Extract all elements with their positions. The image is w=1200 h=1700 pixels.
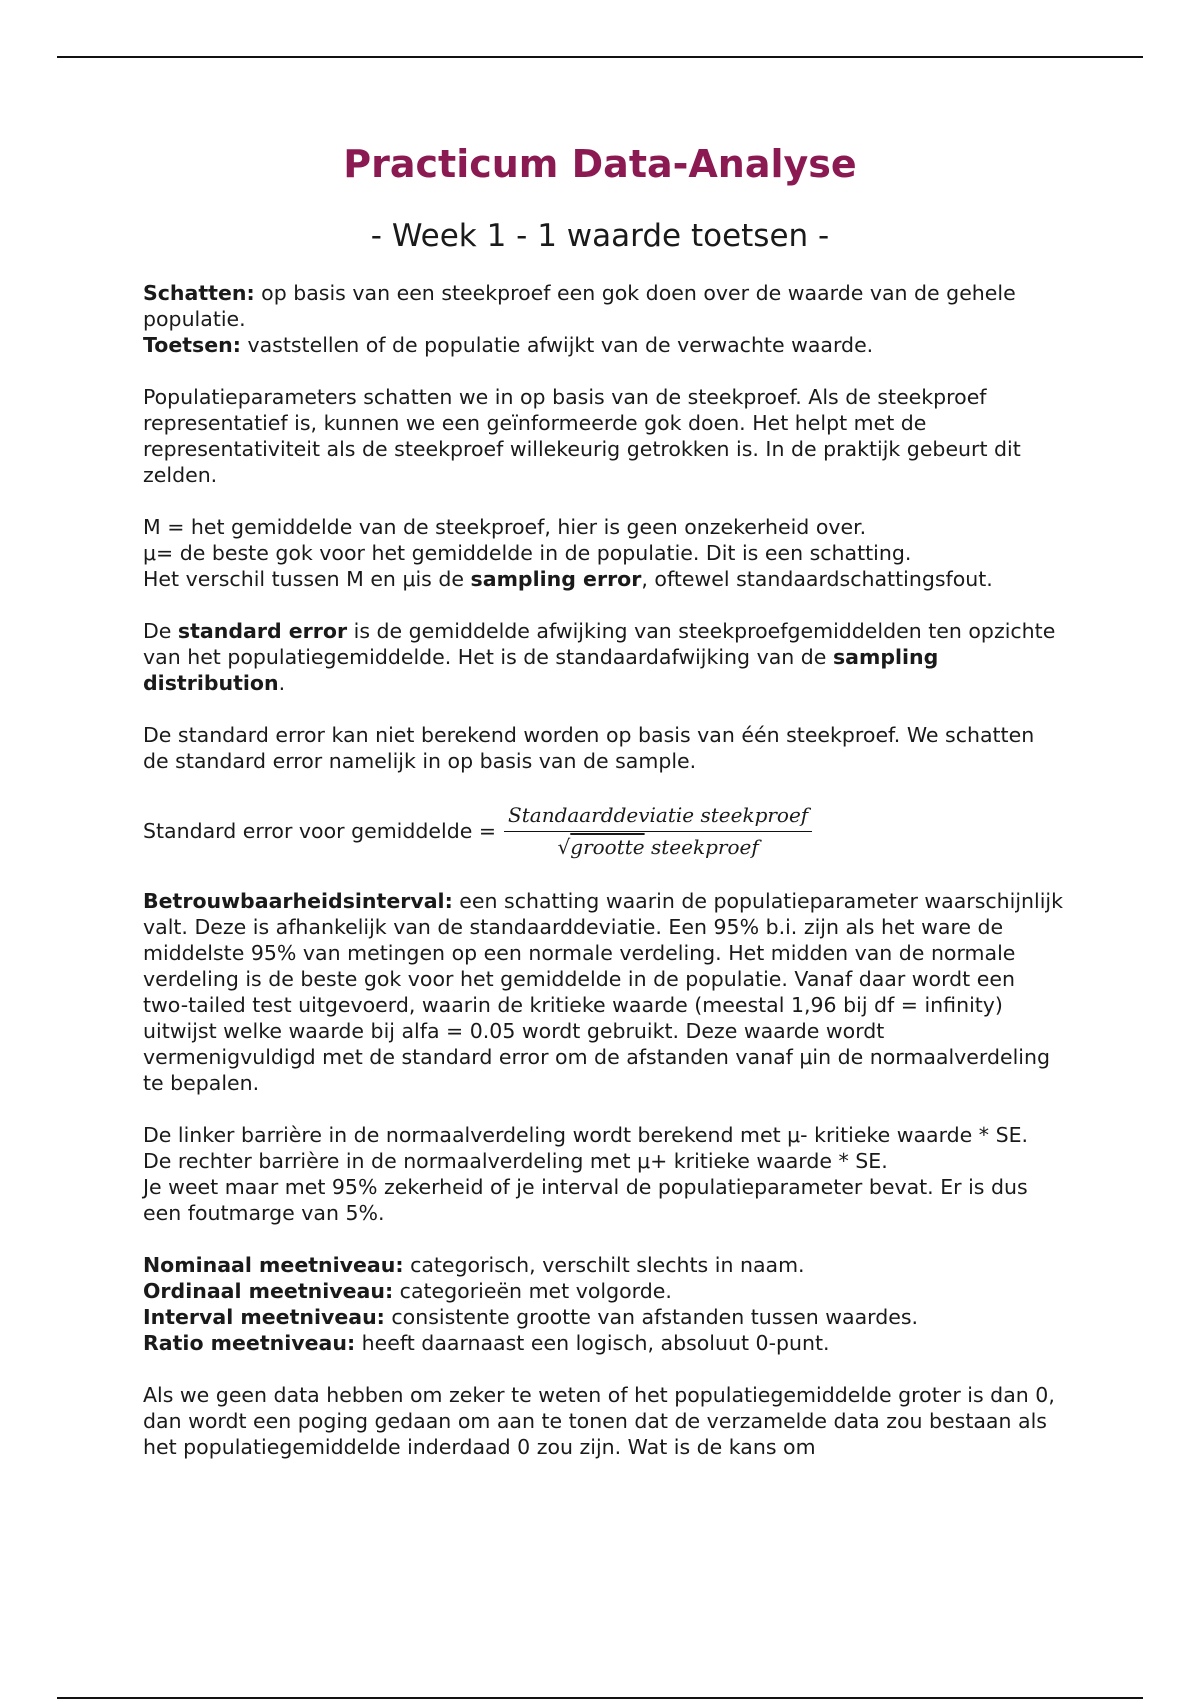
barriere-paragraph: De linker barrière in de normaalverdeling wordt berekend met μ- kritieke waarde * SE. De rechter barrière in de normaalverdeling met μ+ kritieke waarde * SE. Je weet maar met 95% zekerheid of je interval de populatieparameter bevat. Er is dus een foutmarge van 5%.	[143, 1123, 1029, 1225]
betrouwbaarheidsinterval-paragraph: Betrouwbaarheidsinterval: een schatting waarin de populatieparameter waarschijnlijk valt. Deze is afhankelijk van de standaarddeviatie. Een 95% b.i. zijn als het ware de middelste 95% van metingen op een normale verdeling. Het midden van de normale verdeling is de beste gok voor het gemiddelde in de populatie. Vanaf daar wordt een two-tailed test uitgevoerd, waarin de kritieke waarde (meestal 1,96 bij df = infinity) uitwijst welke waarde bij alfa = 0.05 wordt gebruikt. Deze waarde wordt vermenigvuldigd met de standard error om de afstanden vanaf μin de normaalverdeling te bepalen.	[143, 889, 1063, 1095]
sqrt-icon: √	[557, 835, 571, 859]
standard-error-estimate-paragraph: De standard error kan niet berekend worden op basis van één steekproef. We schatten de standard error namelijk in op basis van de sample.	[143, 723, 1035, 773]
formula-numerator: Standaarddeviatie steekproef	[504, 802, 812, 832]
term-ratio: Ratio meetniveau:	[143, 1331, 356, 1355]
standard-error-paragraph: De standard error is de gemiddelde afwijking van steekproefgemiddelden ten opzichte van het populatiegemiddelde. Het is de standaardafwijking van de sampling distribution.	[143, 619, 1056, 695]
mean-paragraph: M = het gemiddelde van de steekproef, hier is geen onzekerheid over. μ= de beste gok voor het gemiddelde in de populatie. Dit is een schatting. Het verschil tussen M en μis de sampling error, oftewel standaardschattingsfout.	[143, 515, 993, 591]
meetniveaus-paragraph: Nominaal meetniveau: categorisch, verschilt slechts in naam. Ordinaal meetniveau: categorieën met volgorde. Interval meetniveau: consistente grootte van afstanden tussen waardes. Ratio meetniveau: heeft daarnaast een logisch, absoluut 0-punt.	[143, 1253, 919, 1355]
page-title: Practicum Data-Analyse	[343, 142, 857, 186]
term-ordinaal: Ordinaal meetniveau:	[143, 1279, 394, 1303]
term-sampling-error: sampling error	[470, 567, 642, 591]
formula-denominator: √grootte steekproef	[557, 835, 759, 859]
def-toetsen: vaststellen of de populatie afwijkt van de verwachte waarde.	[240, 333, 874, 357]
last-paragraph: Als we geen data hebben om zeker te weten of het populatiegemiddelde groter is dan 0, dan wordt een poging gedaan om aan te tonen dat de verzamelde data zou bestaan als het populatiegemiddelde inderdaad 0 zou zijn. Wat is de kans om	[143, 1383, 1055, 1459]
populatie-paragraph: Populatieparameters schatten we in op basis van de steekproef. Als de steekproef representatief is, kunnen we een geïnformeerde gok doen. Het helpt met de representativiteit als de steekproef willekeurig getrokken is. In de praktijk gebeurt dit zelden.	[143, 385, 1021, 487]
definitions-paragraph	[143, 280, 1063, 358]
bottom-rule	[57, 1697, 1143, 1699]
term-schatten: Schatten:	[143, 281, 255, 305]
formula-fraction	[504, 802, 812, 860]
formula-label: Standard error voor gemiddelde =	[143, 819, 497, 843]
term-betrouwbaarheidsinterval: Betrouwbaarheidsinterval:	[143, 889, 453, 913]
page-subtitle: - Week 1 - 1 waarde toetsen -	[370, 218, 830, 254]
standard-error-formula	[143, 800, 1063, 862]
document-body	[143, 280, 1063, 1460]
def-schatten: op basis van een steekproef een gok doen over de waarde van de gehele populatie.	[143, 281, 1016, 331]
term-interval: Interval meetniveau:	[143, 1305, 385, 1329]
term-sampling-distribution: sampling distribution	[143, 645, 939, 695]
top-rule	[57, 56, 1143, 58]
term-toetsen: Toetsen:	[143, 333, 241, 357]
term-nominaal: Nominaal meetniveau:	[143, 1253, 404, 1277]
term-standard-error: standard error	[177, 619, 348, 643]
